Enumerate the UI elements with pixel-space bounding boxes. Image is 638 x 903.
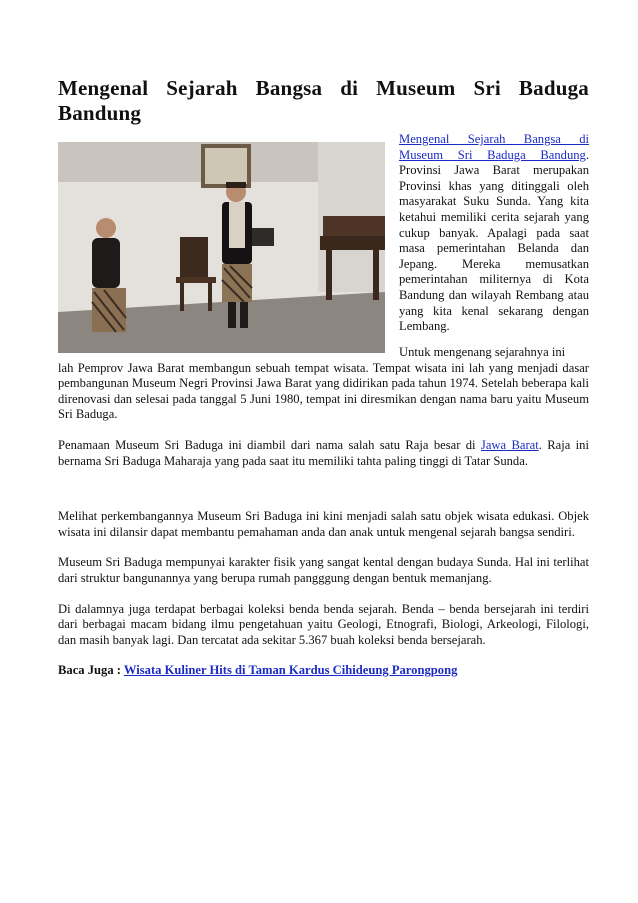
paragraph-2-first-line: Untuk mengenang sejarahnya ini <box>399 345 566 359</box>
paragraph-6: Di dalamnya juga terdapat berbagai koleksi benda benda sejarah. Benda – benda bersejarah ini terdiri dari berbagai macam bidang ilmu pengetahuan yaitu Geologi, Etnografi, Biologi, Arkeologi, Filologi, dan masih banyak lagi. Dan tercatat ada sekitar 5.367 buah koleksi benda bersejarah. <box>58 601 589 647</box>
intro-title-link[interactable]: Mengenal Sejarah Bangsa di Museum Sri Baduga Bandung <box>399 132 589 162</box>
baca-juga-link[interactable]: Wisata Kuliner Hits di Taman Kardus Cihideung Parongpong <box>123 663 458 678</box>
paragraph-4: Melihat perkembangannya Museum Sri Baduga ini kini menjadi salah satu objek wisata edukasi. Objek wisata ini dilansir dapat membantu pemahaman anda dan anak untuk mengenal sejarah bangsa sendiri. <box>58 509 589 539</box>
museum-photo <box>58 142 385 353</box>
article <box>58 76 589 679</box>
paragraph-5: Museum Sri Baduga mempunyai karakter fisik yang sangat kental dengan budaya Sunda. Hal ini terlihat dari struktur bangunannya yang berupa rumah pangggung dengan bentuk memanjang. <box>58 555 589 585</box>
article-title: Mengenal Sejarah Bangsa di Museum Sri Baduga Bandung <box>58 76 589 125</box>
jawa-barat-link[interactable]: Jawa Barat <box>480 437 539 452</box>
paragraph-3-text-b: . Raja ini bernama Sri Baduga Maharaja yang pada saat itu memiliki tahta paling tinggi di Tatar Sunda. <box>58 437 589 468</box>
paragraph-3-text-a: Penamaan Museum Sri Baduga ini diambil dari nama salah satu Raja besar di <box>58 437 481 452</box>
baca-juga-label: Baca Juga : <box>58 663 124 678</box>
paragraph-3 <box>58 438 589 469</box>
baca-juga <box>58 663 589 679</box>
intro-text: . Provinsi Jawa Barat merupakan Provinsi khas yang ditinggali oleh masyarakat Suku Sunda. Yang kita ketahui memiliki cerita sejarah yang cukup banyak. Apalagi pada saat masa pemerintahan Belanda dan Jepang. Mereka memusatkan pemerintahan militernya di Kota Bandung dan wilayah Rembang atau yang kita kenal sekarang dengan Lembang. <box>399 147 589 334</box>
paragraph-2 <box>58 345 589 423</box>
paragraph-2-text: lah Pemprov Jawa Barat membangun sebuah tempat wisata. Tempat wisata ini lah yang menjadi dasar pembangunan Museum Negri Provinsi Jawa Barat yang didirikan pada tahun 1974. Setelah beberapa kali direnovasi dan selesai pada tanggal 5 Juni 1980, tempat ini diresmikan dengan nama baru yaitu Museum Sri Baduga. <box>58 360 589 422</box>
intro-paragraph <box>399 132 589 335</box>
intro-block <box>58 132 589 339</box>
